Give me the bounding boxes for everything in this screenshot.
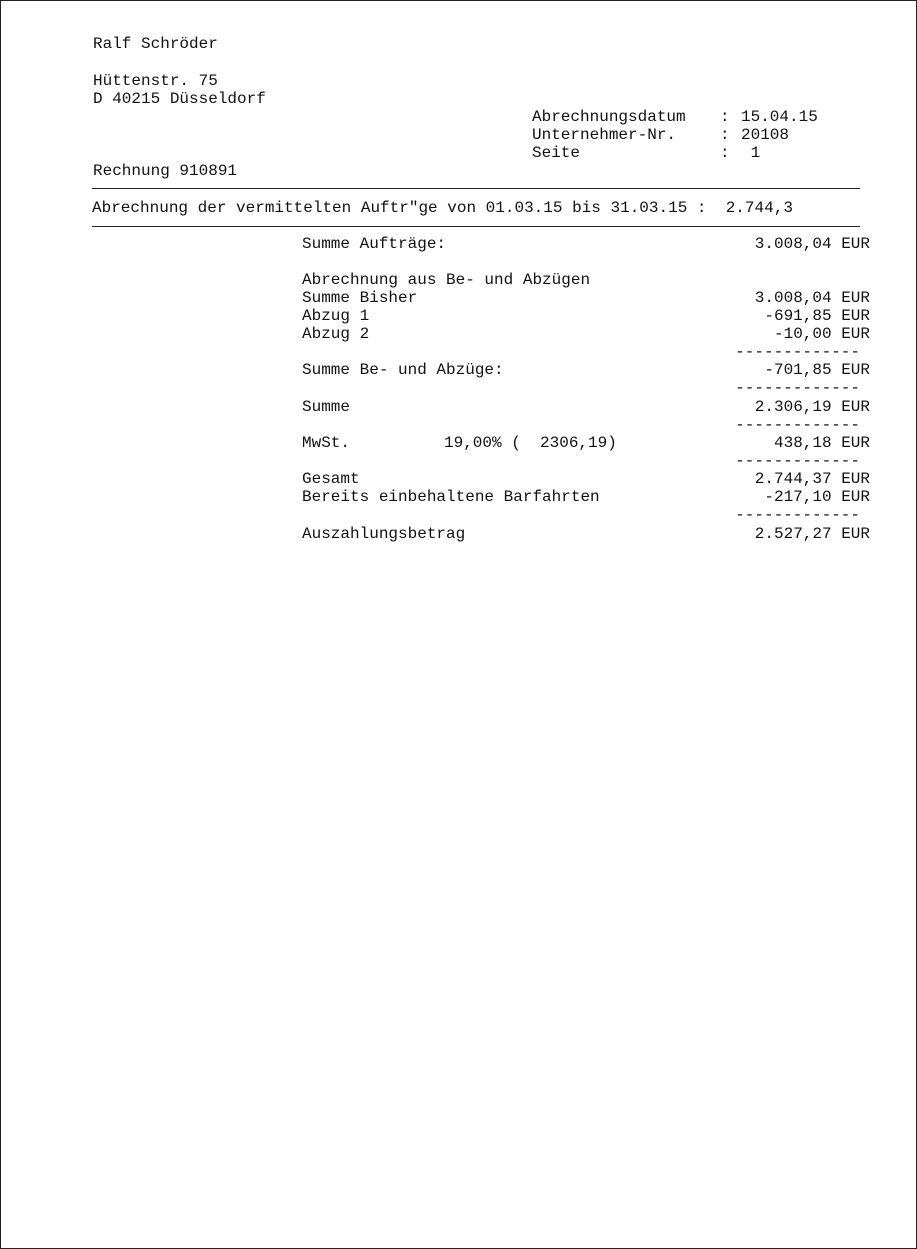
period-line: Abrechnung der vermittelten Auftr"ge von 01.03.15 bis 31.03.15 : 2.744,3 <box>92 199 793 217</box>
row-label-mwst: MwSt. <box>302 434 351 452</box>
meta-contractor-key: Unternehmer-Nr. <box>532 126 677 144</box>
separator-2: ------------- <box>735 379 860 397</box>
row-amount-barfahrten: -217,10 EUR <box>764 488 870 506</box>
sender-street: Hüttenstr. 75 <box>93 72 218 90</box>
meta-contractor-colon: : <box>720 126 730 144</box>
row-amount-abzug2: -10,00 EUR <box>773 325 870 343</box>
row-label-gesamt: Gesamt <box>302 470 360 488</box>
row-label-summe-bisher: Summe Bisher <box>302 289 418 307</box>
row-label-abzug2: Abzug 2 <box>302 325 370 343</box>
sender-name: Ralf Schröder <box>93 35 218 53</box>
row-label-abzug1: Abzug 1 <box>302 307 370 325</box>
meta-contractor-value: 20108 <box>741 126 790 144</box>
row-label-auszahlung: Auszahlungsbetrag <box>302 525 466 543</box>
row-amount-summe-bisher: 3.008,04 EUR <box>754 289 870 307</box>
sender-city: D 40215 Düsseldorf <box>93 90 266 108</box>
row-label-summe-auftraege: Summe Aufträge: <box>302 235 447 253</box>
invoice-number: Rechnung 910891 <box>93 162 238 180</box>
row-amount-auszahlung: 2.527,27 EUR <box>754 525 870 543</box>
row-amount-summe: 2.306,19 EUR <box>754 398 870 416</box>
row-amount-summe-be-abzuege: -701,85 EUR <box>764 361 870 379</box>
meta-page-colon: : <box>720 144 730 162</box>
meta-page-key: Seite <box>532 144 581 162</box>
row-amount-summe-auftraege: 3.008,04 EUR <box>754 235 870 253</box>
row-rate-mwst: 19,00% ( 2306,19) <box>444 434 617 452</box>
divider-top <box>92 188 860 189</box>
meta-page-value: 1 <box>741 144 761 162</box>
section-header-abzuege: Abrechnung aus Be- und Abzügen <box>302 271 591 289</box>
meta-date-key: Abrechnungsdatum <box>532 108 686 126</box>
row-amount-mwst: 438,18 EUR <box>773 434 870 452</box>
separator-3: ------------- <box>735 416 860 434</box>
separator-4: ------------- <box>735 452 860 470</box>
row-label-barfahrten: Bereits einbehaltene Barfahrten <box>302 488 600 506</box>
meta-date-colon: : <box>720 108 730 126</box>
meta-date-value: 15.04.15 <box>741 108 818 126</box>
divider-bottom <box>92 226 860 227</box>
row-amount-gesamt: 2.744,37 EUR <box>754 470 870 488</box>
row-amount-abzug1: -691,85 EUR <box>764 307 870 325</box>
row-label-summe-be-abzuege: Summe Be- und Abzüge: <box>302 361 504 379</box>
row-label-summe: Summe <box>302 398 351 416</box>
separator-5: ------------- <box>735 506 860 524</box>
separator-1: ------------- <box>735 343 860 361</box>
